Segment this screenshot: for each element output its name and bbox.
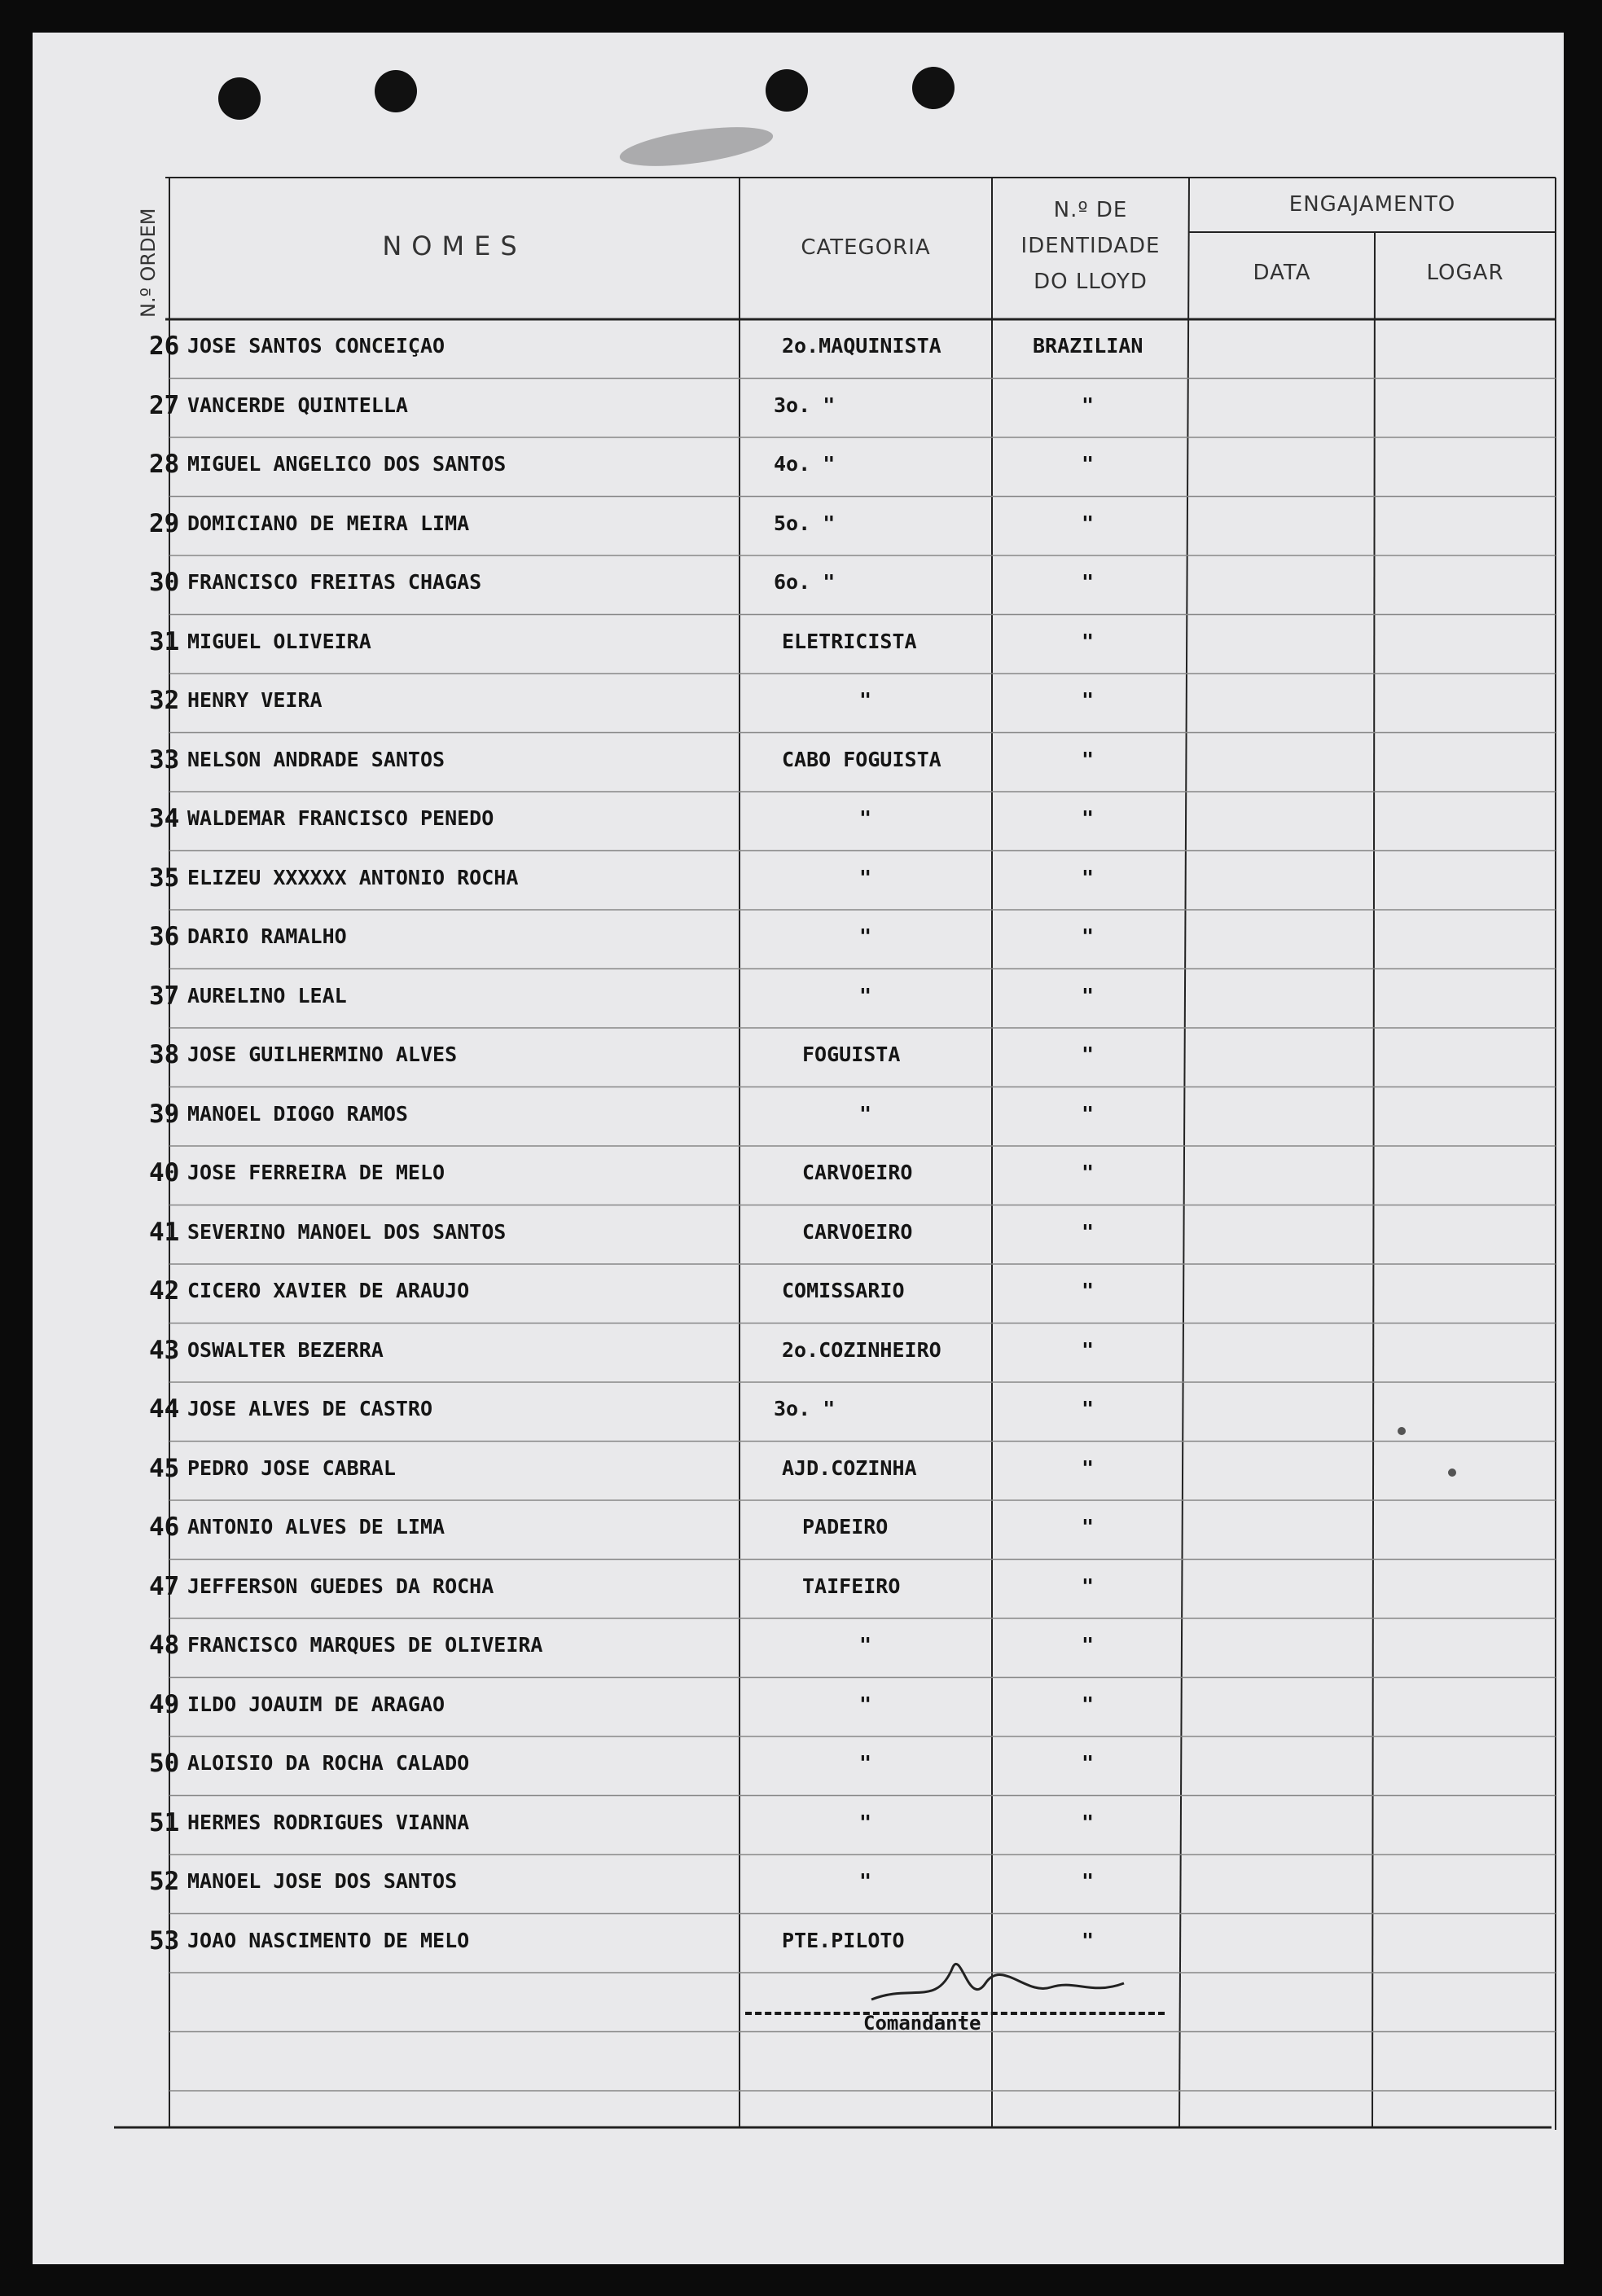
crew-name: DARIO RAMALHO (187, 924, 347, 948)
identidade-header-line2: IDENTIDADE (1020, 234, 1161, 258)
order-number: 50 (149, 1749, 180, 1778)
order-number: 37 (149, 981, 180, 1011)
order-number: 53 (149, 1925, 180, 1956)
order-number: 51 (149, 1807, 180, 1837)
order-number: 43 (149, 1335, 180, 1365)
lloyd-identity: " (1082, 1397, 1095, 1420)
order-number: 36 (149, 922, 180, 951)
crew-category: " (859, 806, 872, 830)
crew-name: AURELINO LEAL (187, 983, 347, 1008)
order-number: 30 (149, 568, 180, 597)
crew-name: CICERO XAVIER DE ARAUJO (187, 1279, 470, 1302)
lloyd-identity: " (1082, 1515, 1095, 1539)
lloyd-identity: " (1082, 1219, 1095, 1244)
order-number: 28 (149, 450, 180, 479)
order-number: 48 (149, 1631, 180, 1660)
crew-category: AJD.COZINHA (782, 1455, 917, 1480)
crew-category: " (859, 983, 872, 1008)
crew-name: MANOEL JOSE DOS SANTOS (187, 1869, 458, 1893)
crew-name: ILDO JOAUIM DE ARAGAO (187, 1692, 445, 1716)
order-number: 45 (149, 1453, 180, 1483)
order-number: 41 (149, 1217, 180, 1247)
lloyd-identity: " (1082, 865, 1095, 889)
crew-name: JEFFERSON GUEDES DA ROCHA (187, 1574, 494, 1598)
crew-category: ELETRICISTA (782, 629, 917, 653)
crew-category: 5o. " (774, 511, 836, 535)
crew-category: " (859, 1810, 872, 1834)
crew-name: MIGUEL ANGELICO DOS SANTOS (187, 452, 507, 476)
crew-category: " (859, 1101, 872, 1126)
signature-label: Comandante (863, 2012, 981, 2035)
crew-name: JOSE SANTOS CONCEIÇAO (187, 334, 445, 358)
identidade-header-line1: N.º DE (1053, 198, 1128, 222)
lloyd-identity: " (1082, 747, 1095, 771)
lloyd-identity: " (1082, 452, 1095, 476)
order-number: 47 (149, 1571, 180, 1601)
crew-category: " (859, 688, 872, 712)
order-number: 52 (149, 1867, 180, 1896)
crew-category: FOGUISTA (802, 1043, 901, 1066)
lloyd-identity: " (1082, 1692, 1095, 1716)
lloyd-identity: " (1082, 570, 1095, 594)
order-number: 33 (149, 744, 180, 775)
order-number: 27 (149, 390, 180, 420)
crew-category: " (859, 924, 872, 948)
ordem-header (137, 269, 160, 318)
crew-category: 6o. " (774, 570, 836, 594)
order-number: 31 (149, 626, 180, 656)
crew-category: CARVOEIRO (802, 1161, 913, 1184)
engajamento-header: ENGAJAMENTO (1288, 192, 1456, 217)
crew-name: DOMICIANO DE MEIRA LIMA (187, 511, 470, 535)
lloyd-identity: " (1082, 629, 1095, 653)
crew-name: JOSE FERREIRA DE MELO (187, 1161, 445, 1184)
order-number: 32 (149, 686, 180, 715)
lloyd-identity: " (1082, 1633, 1095, 1657)
lloyd-identity: " (1082, 1161, 1095, 1184)
crew-name: ANTONIO ALVES DE LIMA (187, 1515, 445, 1539)
order-number: 39 (149, 1099, 180, 1129)
signature-scribble (863, 1951, 1140, 2016)
crew-name: HENRY VEIRA (187, 688, 323, 712)
lloyd-identity: " (1082, 1455, 1095, 1480)
crew-category: 2o.COZINHEIRO (782, 1337, 941, 1362)
order-number: 29 (149, 508, 180, 538)
order-number: 42 (149, 1276, 180, 1306)
crew-category: " (859, 1751, 872, 1775)
crew-name: SEVERINO MANOEL DOS SANTOS (187, 1219, 507, 1244)
crew-name: JOSE ALVES DE CASTRO (187, 1397, 433, 1420)
lloyd-identity: " (1082, 1928, 1095, 1952)
order-number: 35 (149, 863, 180, 893)
lloyd-identity: " (1082, 511, 1095, 535)
crew-category: " (859, 1692, 872, 1716)
categoria-header: CATEGORIA (801, 235, 931, 260)
crew-name: ELIZEU XXXXXX ANTONIO ROCHA (187, 865, 519, 889)
lloyd-identity: BRAZILIAN (1033, 334, 1143, 358)
lloyd-identity: " (1082, 806, 1095, 830)
crew-category: " (859, 865, 872, 889)
lloyd-identity: " (1082, 1337, 1095, 1362)
crew-category: 3o. " (774, 1397, 836, 1420)
crew-name: JOSE GUILHERMINO ALVES (187, 1043, 458, 1066)
lloyd-identity: " (1082, 1810, 1095, 1834)
crew-category: CABO FOGUISTA (782, 747, 941, 771)
lloyd-identity: " (1082, 1279, 1095, 1302)
order-number: 49 (149, 1689, 180, 1719)
crew-name: MANOEL DIOGO RAMOS (187, 1101, 408, 1126)
crew-category: " (859, 1633, 872, 1657)
logar-header: LOGAR (1426, 261, 1504, 285)
data-header: DATA (1253, 261, 1311, 285)
crew-name: OSWALTER BEZERRA (187, 1337, 384, 1362)
crew-category: CARVOEIRO (802, 1219, 913, 1244)
nomes-header: NOMES (382, 230, 527, 261)
crew-name: JOAO NASCIMENTO DE MELO (187, 1928, 470, 1952)
crew-category: 2o.MAQUINISTA (782, 334, 941, 358)
lloyd-identity: " (1082, 1043, 1095, 1066)
lloyd-identity: " (1082, 983, 1095, 1008)
lloyd-identity: " (1082, 1751, 1095, 1775)
order-number: 40 (149, 1158, 180, 1188)
lloyd-identity: " (1082, 1869, 1095, 1893)
order-number: 46 (149, 1512, 180, 1542)
order-number: 38 (149, 1040, 180, 1069)
order-number: 44 (149, 1394, 180, 1424)
crew-name: VANCERDE QUINTELLA (187, 393, 408, 417)
crew-category: 3o. " (774, 393, 836, 417)
crew-name: FRANCISCO MARQUES DE OLIVEIRA (187, 1633, 543, 1657)
identidade-header-line3: DO LLOYD (1034, 270, 1148, 294)
lloyd-identity: " (1082, 393, 1095, 417)
lloyd-identity: " (1082, 1101, 1095, 1126)
lloyd-identity: " (1082, 1574, 1095, 1598)
crew-name: WALDEMAR FRANCISCO PENEDO (187, 806, 494, 830)
crew-name: NELSON ANDRADE SANTOS (187, 747, 445, 771)
crew-name: HERMES RODRIGUES VIANNA (187, 1810, 470, 1834)
lloyd-identity: " (1082, 688, 1095, 712)
order-number: 26 (149, 331, 180, 361)
crew-name: PEDRO JOSE CABRAL (187, 1455, 396, 1480)
order-number: 34 (149, 804, 180, 833)
crew-name: ALOISIO DA ROCHA CALADO (187, 1751, 470, 1775)
crew-name: MIGUEL OLIVEIRA (187, 629, 371, 653)
crew-category: 4o. " (774, 452, 836, 476)
crew-category: PTE.PILOTO (782, 1928, 905, 1952)
lloyd-identity: " (1082, 924, 1095, 948)
crew-category: " (859, 1869, 872, 1893)
crew-category: PADEIRO (802, 1515, 889, 1539)
crew-category: COMISSARIO (782, 1279, 905, 1302)
crew-category: TAIFEIRO (802, 1574, 901, 1598)
crew-name: FRANCISCO FREITAS CHAGAS (187, 570, 482, 594)
